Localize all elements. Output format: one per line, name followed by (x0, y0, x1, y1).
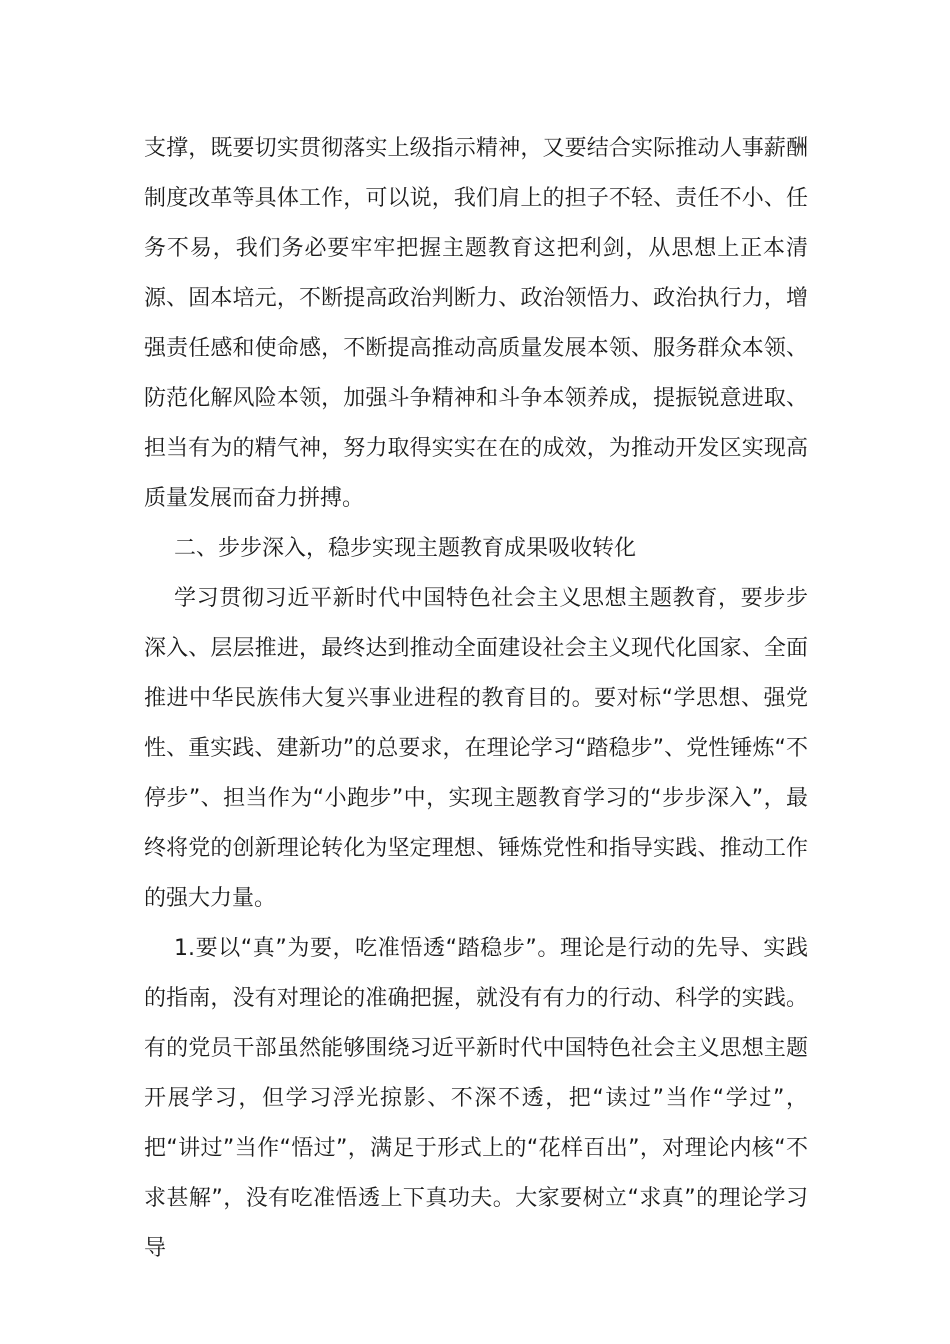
numbered-paragraph: 1.要以“真”为要，吃准悟透“踏稳步”。理论是行动的先导、实践的指南，没有对理论的准确把握，就没有有力的行动、科学的实践。有的党员干部虽然能够围绕习近平新时代中国特色社会主义思想主题开展学习，但学习浮光掠影、不深不透，把“读过”当作“学过”，把“讲过”当作“悟过”，满足于形式上的“花样百出”，对理论内核“不求甚解”，没有吃准悟透上下真功夫。大家要树立“求真”的理论学习导 (144, 936, 808, 1261)
body-paragraph-continuation: 支撑，既要切实贯彻落实上级指示精神，又要结合实际推动人事薪酬制度改革等具体工作，可以说，我们肩上的担子不轻、责任不小、任务不易，我们务必要牢牢把握主题教育这把利剑，从思想上正本清源、固本培元，不断提高政治判断力、政治领悟力、政治执行力，增强责任感和使命感，不断提高推动高质量发展本领、服务群众本领、防范化解风险本领，加强斗争精神和斗争本领养成，提振锐意进取、担当有为的精气神，努力取得实实在在的成效，为推动开发区实现高质量发展而奋力拼搏。 (144, 136, 808, 511)
document-body (144, 124, 808, 1274)
section-heading: 二、步步深入，稳步实现主题教育成果吸收转化 (174, 536, 637, 561)
body-paragraph: 学习贯彻习近平新时代中国特色社会主义思想主题教育，要步步深入、层层推进，最终达到推动全面建设社会主义现代化国家、全面推进中华民族伟大复兴事业进程的教育目的。要对标“学思想、强党性、重实践、建新功”的总要求，在理论学习“踏稳步”、党性锤炼“不停步”、担当作为“小跑步”中，实现主题教育学习的“步步深入”，最终将党的创新理论转化为坚定理想、锤炼党性和指导实践、推动工作的强大力量。 (144, 586, 808, 911)
